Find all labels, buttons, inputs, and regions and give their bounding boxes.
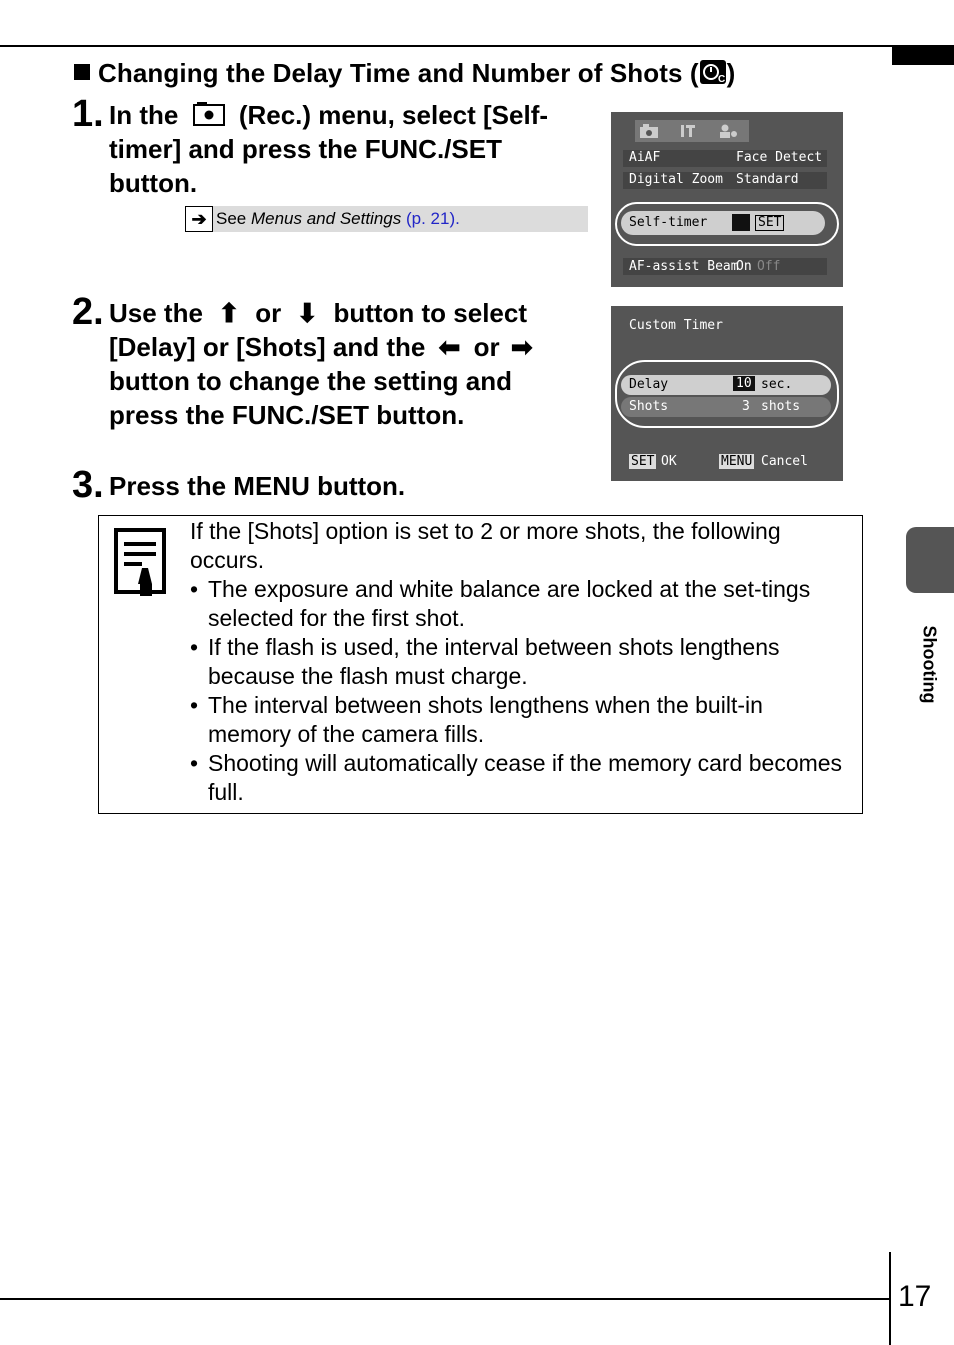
lcd2-title: Custom Timer (629, 318, 723, 333)
note-bullet: • If the flash is used, the interval between shots lengthens because the flash must charge. (190, 633, 850, 691)
lcd-zoom-value: Standard (736, 172, 799, 187)
chapter-tab[interactable] (906, 527, 954, 593)
custom-timer-icon (699, 59, 727, 85)
lcd-selftimer-label: Self-timer (629, 215, 708, 230)
square-bullet-icon (74, 64, 90, 80)
step-1-number: 1. (72, 93, 104, 135)
lcd2-shots-unit: shots (761, 399, 801, 414)
camera-rec-icon (192, 101, 226, 127)
chapter-tab-label: Shooting (919, 625, 940, 704)
step-3-number: 3. (72, 464, 104, 506)
lcd-afassist-on: On (736, 259, 752, 274)
lcd2-shots-value: 3 (742, 399, 750, 414)
step-3-text: Press the MENU button. (109, 471, 406, 501)
lcd2-delay-value: 10 (733, 376, 755, 391)
step-2-l1a: Use the (109, 298, 203, 328)
note-bullet: • The interval between shots lengthens when the built-in memory of the camera fills. (190, 691, 850, 749)
lcd2-menu-key: MENU (721, 454, 753, 469)
note-text (190, 517, 850, 807)
tools-tab-icon (679, 123, 701, 139)
lcd2-ok-label: OK (661, 454, 677, 469)
step-1-line1a: In the (109, 100, 179, 130)
lcd-zoom-label: Digital Zoom (629, 172, 723, 187)
lcd2-delay-label: Delay (629, 377, 669, 392)
step-2-l1b: or (255, 298, 282, 328)
step-2-l3: button to change the setting and (109, 366, 512, 396)
step-1-line3: button. (109, 168, 198, 198)
step-2-number: 2. (72, 291, 104, 333)
step-2-l2a: [Delay] or [Shots] and the (109, 332, 426, 362)
camera-tab-icon (639, 123, 661, 139)
lcd-afassist-off: Off (757, 259, 781, 274)
see-prefix: See (216, 209, 251, 228)
arrow-right-icon: ➔ (185, 206, 213, 232)
see-title: Menus and Settings (250, 209, 402, 228)
see-end: . (455, 209, 460, 228)
step-1-line1b: (Rec.) menu, select [Self- (238, 100, 549, 130)
lcd-afassist-label: AF-assist Beam (629, 259, 739, 274)
menu-screenshot (611, 112, 843, 287)
memo-icon (114, 528, 166, 598)
step-2-l1c: button to select (333, 298, 528, 328)
note-bullet: • The exposure and white balance are locked at the set-tings selected for the first shot. (190, 575, 850, 633)
page-number: 17 (898, 1280, 932, 1313)
lcd-set-badge: SET (755, 215, 784, 231)
section-heading (74, 58, 735, 89)
step-2-text (109, 296, 537, 432)
top-corner-block (892, 45, 954, 65)
see-reference (185, 206, 588, 232)
see-page-link[interactable]: (p. 21) (405, 209, 456, 228)
step-1-line2: timer] and press the FUNC./SET (109, 134, 502, 164)
up-arrow-icon: ⬆ (218, 298, 240, 328)
lcd2-delay-unit: sec. (761, 377, 793, 392)
step-2-l2b: or (473, 332, 500, 362)
lcd2-cancel-label: Cancel (761, 454, 808, 469)
left-arrow-icon: ⬅ (438, 332, 461, 362)
custom-timer-screenshot (611, 306, 843, 481)
down-arrow-icon: ⬇ (296, 298, 319, 328)
heading-text: Changing the Delay Time and Number of Shots ( (98, 58, 699, 88)
lcd2-shots-label: Shots (629, 399, 669, 414)
step-1-text (109, 98, 548, 200)
my-menu-tab-icon (719, 123, 741, 139)
bottom-rule (0, 1298, 890, 1300)
step-2-l4: press the FUNC./SET button. (109, 400, 465, 430)
lcd-timer-icon (732, 214, 750, 231)
right-arrow-icon: ➡ (510, 332, 533, 362)
svg-text:C: C (717, 74, 725, 85)
note-intro: If the [Shots] option is set to 2 or more shots, the following occurs. (190, 518, 781, 573)
heading-close: ) (726, 58, 736, 88)
lcd-aiaf-label: AiAF (629, 150, 661, 165)
lcd-aiaf-value: Face Detect (736, 150, 823, 165)
page-number-divider (889, 1252, 891, 1345)
top-rule (0, 45, 892, 47)
note-bullet: • Shooting will automatically cease if the memory card becomes full. (190, 749, 850, 807)
lcd2-set-key: SET (631, 454, 655, 469)
